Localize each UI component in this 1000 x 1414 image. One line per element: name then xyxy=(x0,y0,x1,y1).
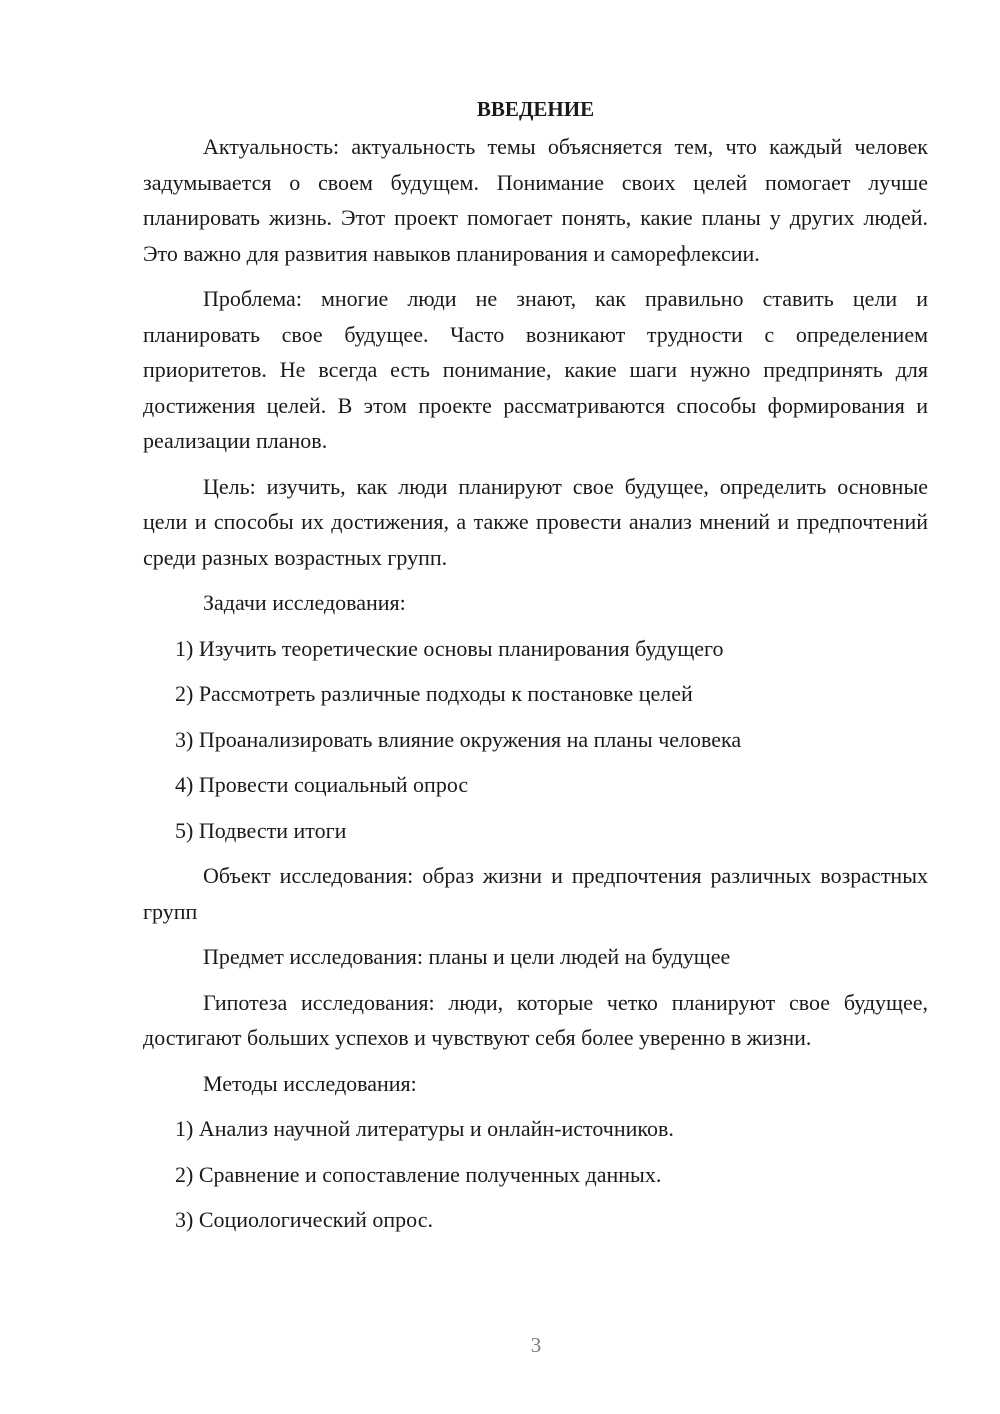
list-item: 3) Проанализировать влияние окружения на планы человека xyxy=(175,726,742,752)
tasks-list xyxy=(143,631,928,849)
list-item: 4) Провести социальный опрос xyxy=(175,772,469,797)
document-page xyxy=(143,92,928,1248)
page-number: 3 xyxy=(530,1333,542,1357)
methods-list xyxy=(143,1111,928,1238)
page-title: ВВЕДЕНИЕ xyxy=(476,97,595,121)
list-item: 5) Подвести итоги xyxy=(175,817,347,843)
list-item: 1) Анализ научной литературы и онлайн-источников. xyxy=(175,1116,674,1141)
list-item: 2) Сравнение и сопоставление полученных данных. xyxy=(175,1161,662,1187)
tasks-heading: Задачи исследования: xyxy=(203,590,406,615)
list-item: 2) Рассмотреть различные подходы к постановке целей xyxy=(175,681,693,706)
problem-paragraph: Проблема: многие люди не знают, как правильно ставить цели и планировать свое будущее. Часто возникают трудности с определением приоритетов. Не всегда есть понимание, какие шаги нужно предпринять для достижения целей. В этом проекте рассматриваются способы формирования и реализации планов. xyxy=(143,286,928,453)
list-item: 3) Социологический опрос. xyxy=(175,1207,433,1232)
list-item: 1) Изучить теоретические основы планирования будущего xyxy=(175,635,724,661)
methods-heading: Методы исследования: xyxy=(203,1070,417,1096)
hypothesis-paragraph: Гипотеза исследования: люди, которые четко планируют свое будущее, достигают больших успехов и чувствуют себя более уверенно в жизни. xyxy=(143,989,928,1050)
object-paragraph: Объект исследования: образ жизни и предпочтения различных возрастных групп xyxy=(143,863,928,924)
subject-paragraph: Предмет исследования: планы и цели людей на будущее xyxy=(203,944,731,969)
relevance-paragraph: Актуальность: актуальность темы объясняется тем, что каждый человек задумывается о своем будущем. Понимание своих целей помогает лучше планировать жизнь. Этот проект помогает понять, какие планы у других людей. Это важно для развития навыков планирования и саморефлексии. xyxy=(143,134,928,266)
goal-paragraph: Цель: изучить, как люди планируют свое будущее, определить основные цели и способы их достижения, а также провести анализ мнений и предпочтений среди разных возрастных групп. xyxy=(143,473,928,570)
